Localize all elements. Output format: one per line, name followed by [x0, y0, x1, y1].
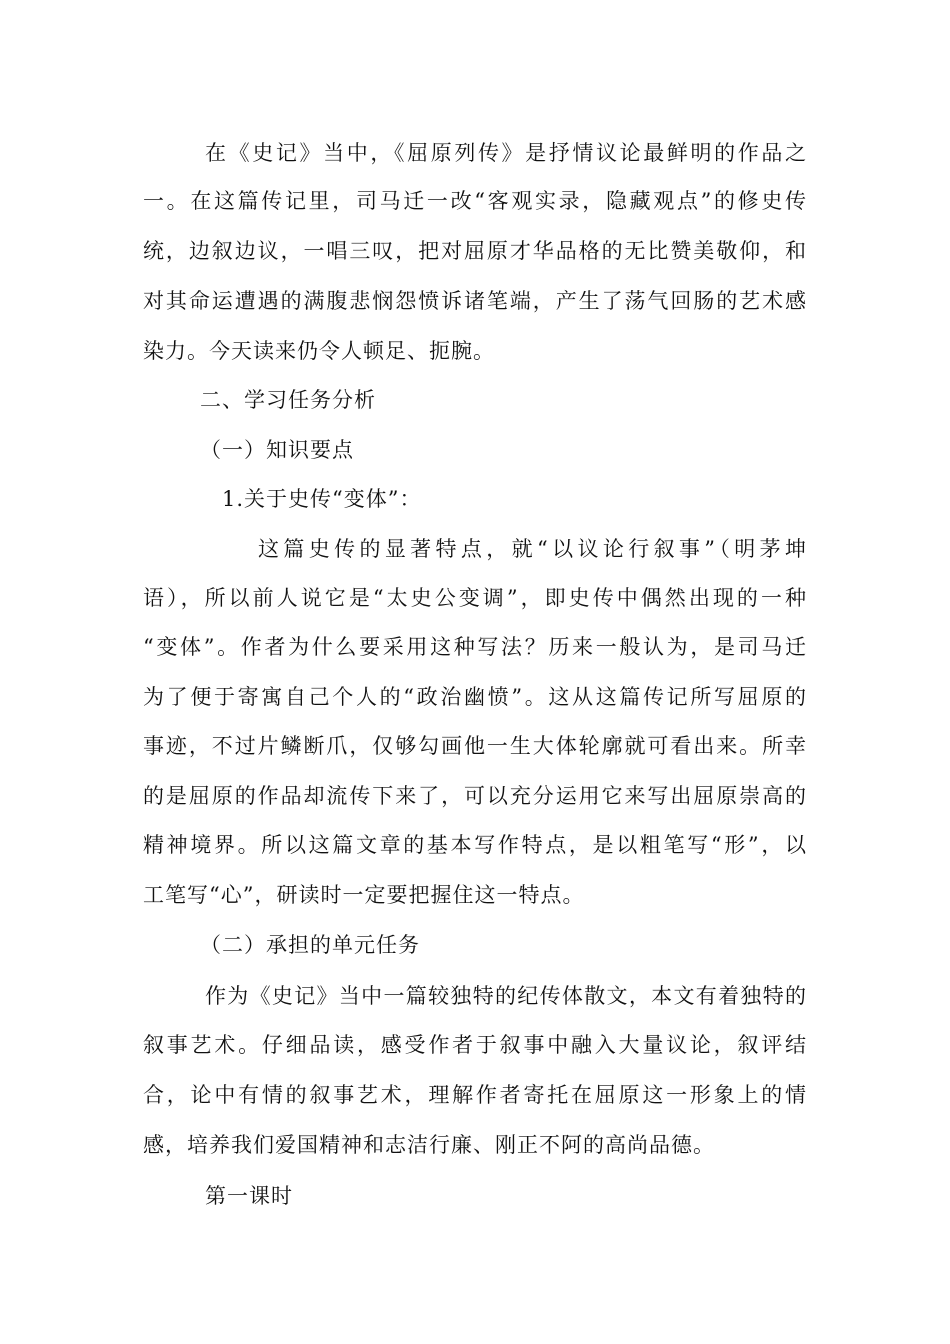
item1-line-3: “变体”。作者为什么要采用这种写法？历来一般认为，是司马迁: [143, 635, 807, 659]
item1-line-6: 的是屈原的作品却流传下来了，可以充分运用它来写出屈原崇高的: [143, 784, 807, 808]
intro-line-5: 染力。今天读来仍令人顿足、扼腕。: [143, 339, 495, 363]
unit-task-line-3: 合，论中有情的叙事艺术，理解作者寄托在屈原这一形象上的情: [143, 1083, 807, 1107]
item1-line-2: 语），所以前人说它是“太史公变调”，即史传中偶然出现的一种: [143, 586, 807, 610]
item1-line-4: 为了便于寄寓自己个人的“政治幽愤”。这从这篇传记所写屈原的: [143, 685, 807, 709]
item1-line-1: 这篇史传的显著特点，就“以议论行叙事”（明茅坤: [258, 537, 807, 561]
unit-task-line-2: 叙事艺术。仔细品读，感受作者于叙事中融入大量议论，叙评结: [143, 1033, 807, 1057]
item1-line-5: 事迹，不过片鳞断爪，仅够勾画他一生大体轮廓就可看出来。所幸: [143, 734, 807, 758]
intro-line-4: 对其命运遭遇的满腹悲悯怨愤诉诸笔端，产生了荡气回肠的艺术感: [143, 289, 807, 313]
unit-task-line-4: 感，培养我们爱国精神和志洁行廉、刚正不阿的高尚品德。: [143, 1133, 715, 1157]
intro-line-3: 统，边叙边议，一唱三叹，把对屈原才华品格的无比赞美敬仰，和: [143, 239, 807, 263]
section-heading: 二、学习任务分析: [200, 388, 376, 412]
item1-line-7: 精神境界。所以这篇文章的基本写作特点，是以粗笔写“形”，以: [143, 833, 807, 857]
item1-line-8: 工笔写“心”，研读时一定要把握住这一特点。: [143, 883, 585, 907]
unit-task-line-1: 作为《史记》当中一篇较独特的纪传体散文，本文有着独特的: [205, 984, 807, 1008]
sub-heading-knowledge: （一）知识要点: [200, 438, 354, 462]
item-heading-variant: 1.关于史传“变体”：: [222, 487, 422, 511]
intro-line-2: 一。在这篇传记里，司马迁一改“客观实录，隐藏观点”的修史传: [143, 189, 807, 213]
sub-heading-unit-task: （二）承担的单元任务: [200, 933, 420, 957]
lesson-heading: 第一课时: [205, 1184, 293, 1208]
intro-line-1: 在《史记》当中，《屈原列传》是抒情议论最鲜明的作品之: [205, 141, 807, 165]
